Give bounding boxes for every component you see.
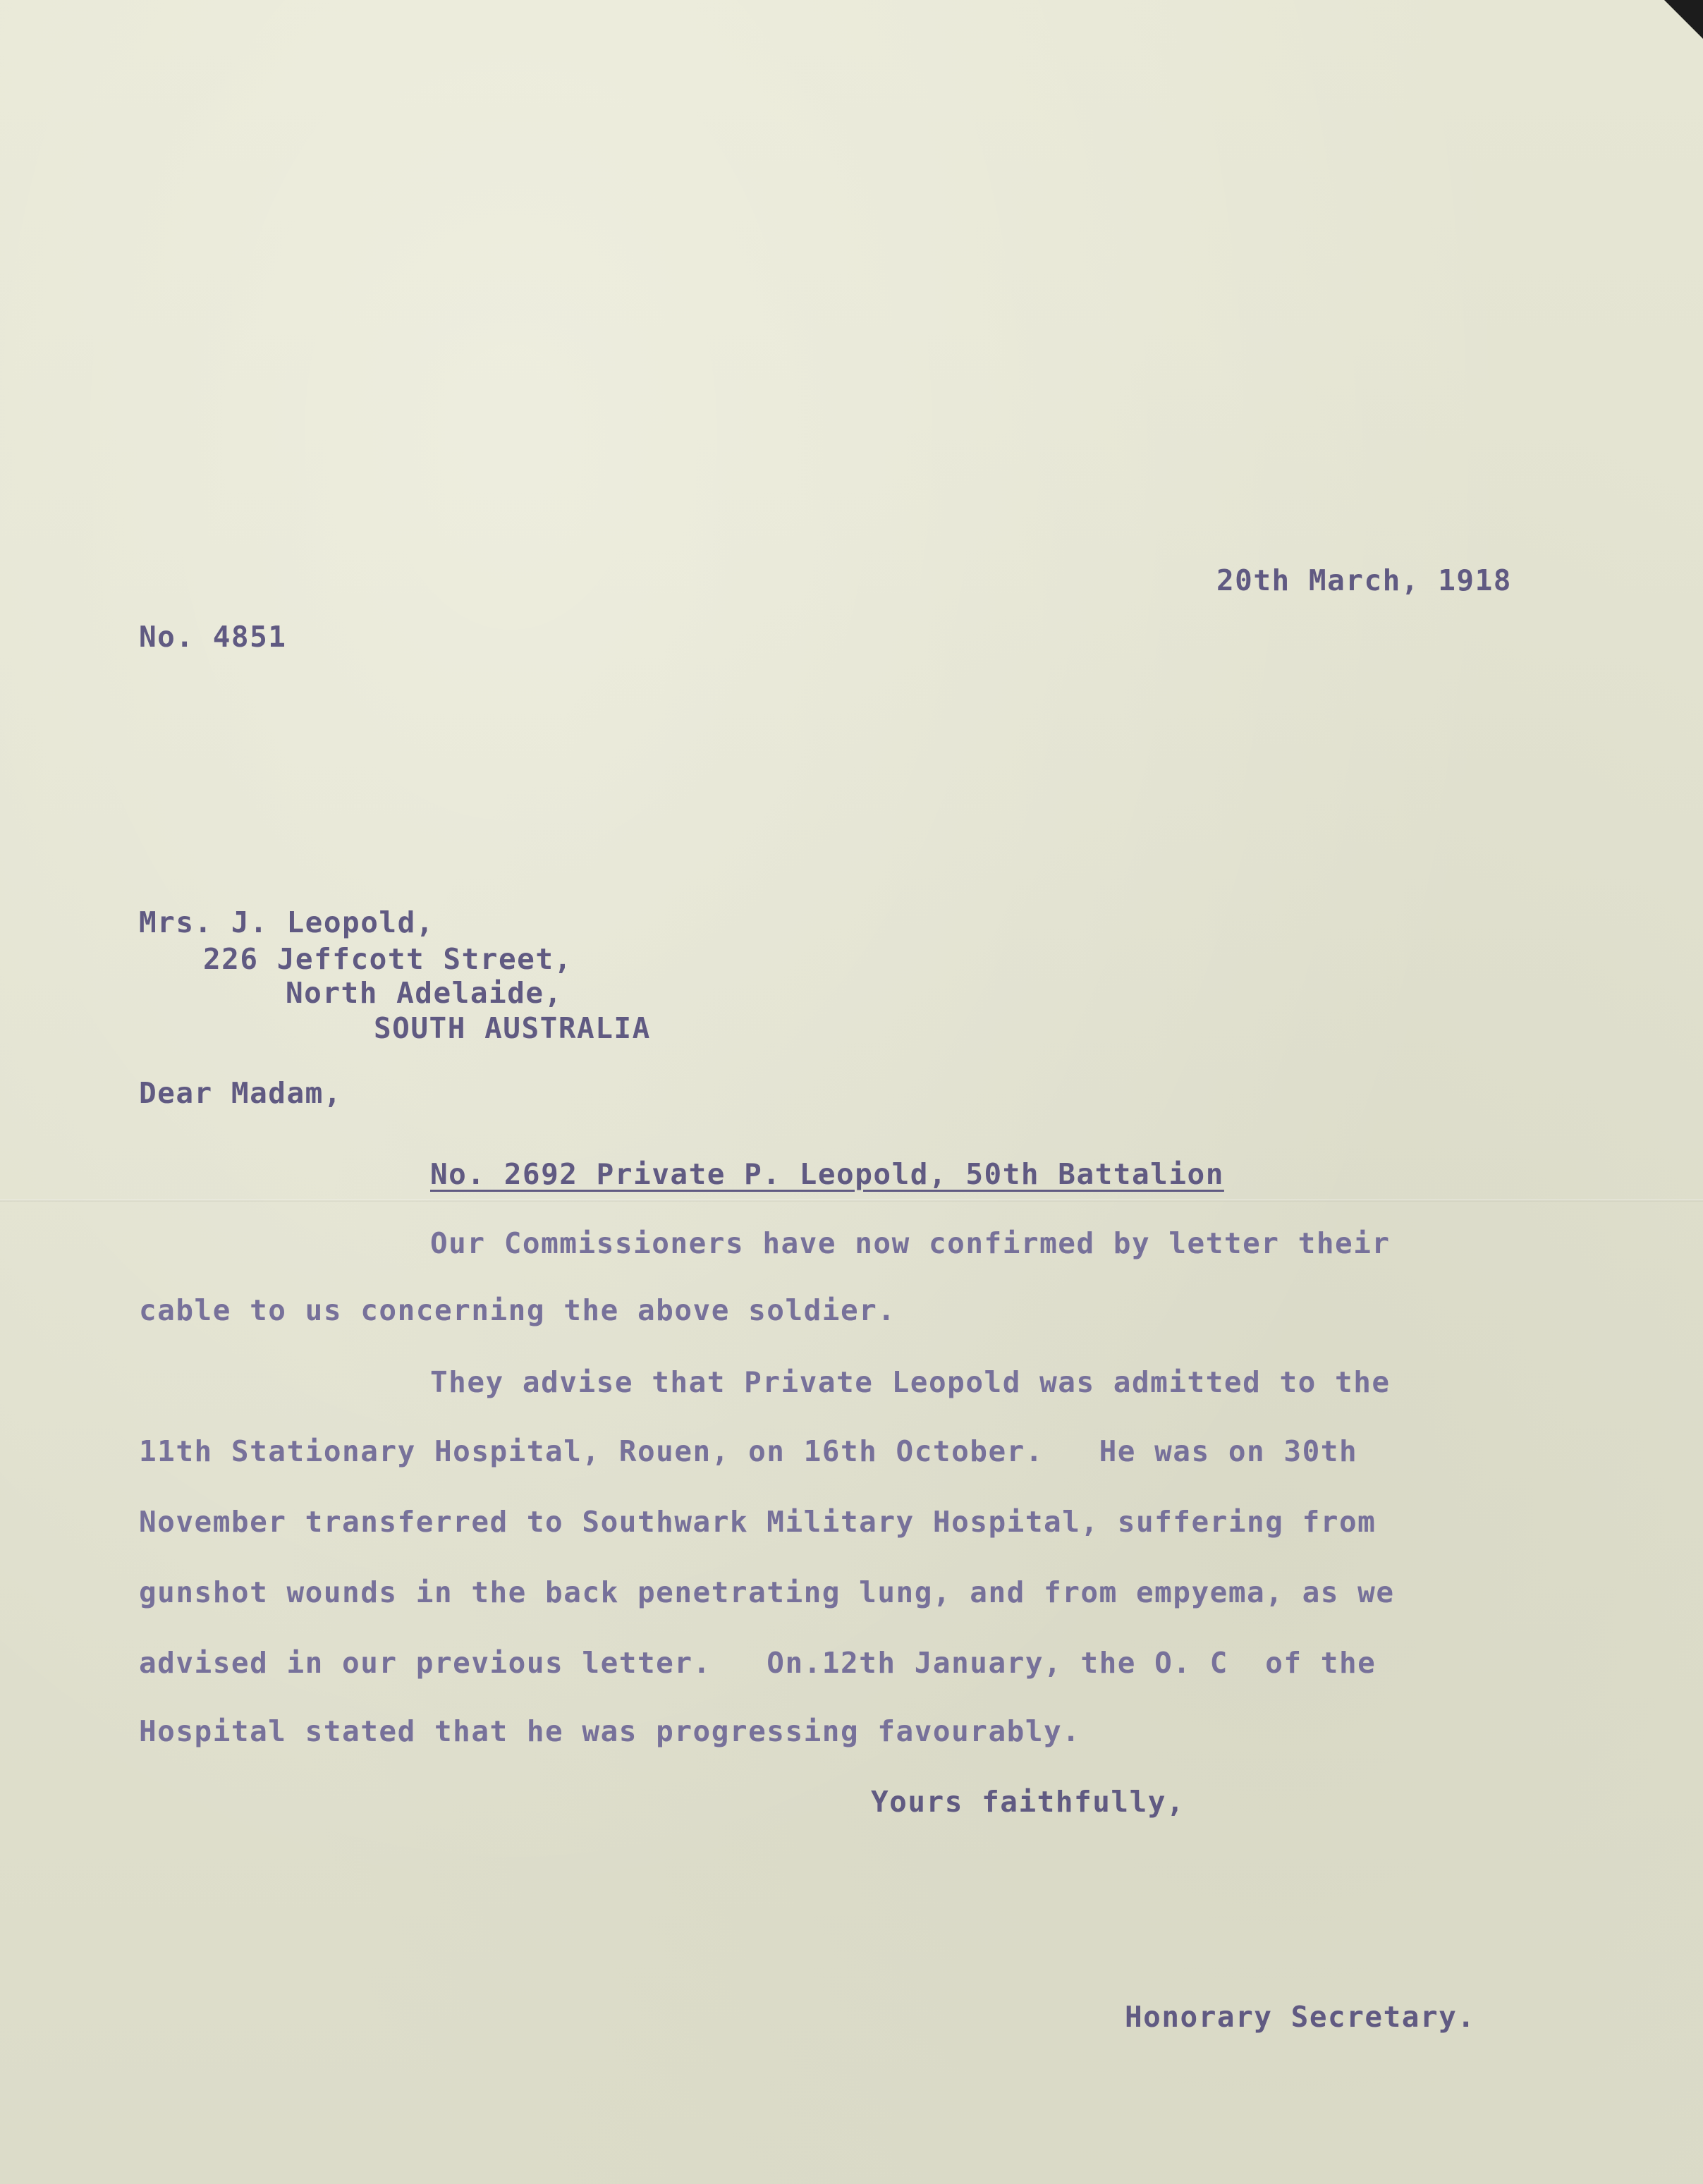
paper-fold-line — [0, 1199, 1703, 1202]
address-line-suburb: North Adelaide, — [286, 976, 563, 1010]
body-line-6: gunshot wounds in the back penetrating lung, and from empyema, as we — [139, 1575, 1395, 1609]
body-line-4: 11th Stationary Hospital, Rouen, on 16th October. He was on 30th — [139, 1434, 1358, 1468]
body-line-2: cable to us concerning the above soldier. — [139, 1293, 896, 1327]
closing: Yours faithfully, — [871, 1785, 1185, 1819]
body-line-8: Hospital stated that he was progressing favourably. — [139, 1714, 1081, 1748]
body-line-5: November transferred to Southwark Military Hospital, suffering from — [139, 1505, 1377, 1539]
address-line-name: Mrs. J. Leopold, — [139, 905, 434, 939]
body-line-3: They advise that Private Leopold was admitted to the — [430, 1365, 1391, 1399]
body-line-1: Our Commissioners have now confirmed by letter their — [430, 1226, 1391, 1260]
body-line-7: advised in our previous letter. On.12th January, the O. C of the — [139, 1646, 1377, 1680]
subject-line: No. 2692 Private P. Leopold, 50th Battalion — [430, 1157, 1224, 1191]
signature-title: Honorary Secretary. — [1125, 2000, 1476, 2034]
letter-date: 20th March, 1918 — [1216, 563, 1512, 597]
reference-number: No. 4851 — [139, 620, 287, 654]
address-line-street: 226 Jeffcott Street, — [203, 942, 573, 976]
salutation: Dear Madam, — [139, 1076, 343, 1110]
address-line-state: SOUTH AUSTRALIA — [374, 1011, 651, 1045]
scan-corner-shadow — [1664, 0, 1703, 39]
